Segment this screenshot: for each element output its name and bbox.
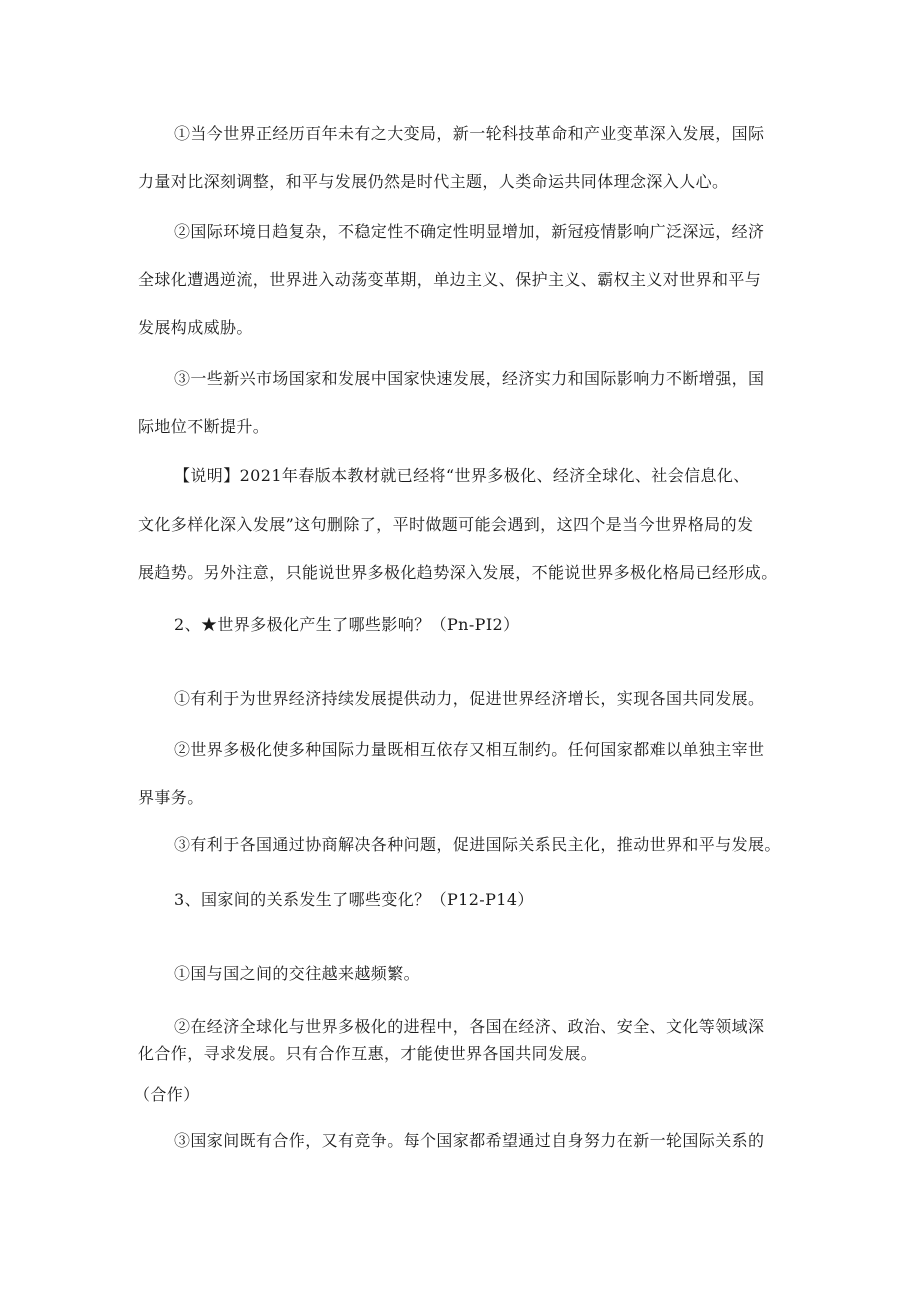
- question-2-heading: 2、★世界多极化产生了哪些影响？（Pn-PI2）: [174, 615, 520, 634]
- note-line-1: 【说明】2021年春版本教材就已经将“世界多极化、经济全球化、社会信息化、: [174, 466, 750, 485]
- note-line-3: 展趋势。另外注意，只能说世界多极化趋势深入发展，不能说世界多极化格局已经形成。: [138, 563, 778, 582]
- paragraph-2-line-2: 全球化遭遇逆流，世界进入动荡变革期，单边主义、保护主义、霸权主义对世界和平与: [138, 270, 762, 289]
- paragraph-1-line-1: ①当今世界正经历百年未有之大变局，新一轮科技革命和产业变革深入发展，国际: [174, 124, 765, 143]
- question-3-heading: 3、国家间的关系发生了哪些变化？（P12-P14）: [174, 890, 534, 909]
- answer-3-item-2-line-1: ②在经济全球化与世界多极化的进程中，各国在经济、政治、安全、文化等领域深: [174, 1017, 765, 1036]
- answer-3-item-3-line-1: ③国家间既有合作，又有竞争。每个国家都希望通过自身努力在新一轮国际关系的: [174, 1131, 765, 1150]
- paragraph-2-line-3: 发展构成威胁。: [138, 318, 253, 337]
- answer-2-item-2-line-2: 界事务。: [138, 788, 204, 807]
- answer-3-note: （合作）: [134, 1085, 200, 1104]
- note-line-2: 文化多样化深入发展”这句删除了，平时做题可能会遇到，这四个是当今世界格局的发: [138, 515, 754, 534]
- answer-2-item-3: ③有利于各国通过协商解决各种问题，促进国际关系民主化，推动世界和平与发展。: [174, 835, 781, 854]
- paragraph-1-line-2: 力量对比深刻调整，和平与发展仍然是时代主题，人类命运共同体理念深入人心。: [138, 172, 729, 191]
- paragraph-2-line-1: ②国际环境日趋复杂，不稳定性不确定性明显增加，新冠疫情影响广泛深远，经济: [174, 222, 765, 241]
- answer-3-item-1: ①国与国之间的交往越来越频繁。: [174, 964, 421, 983]
- answer-3-item-2-line-2: 化合作，寻求发展。只有合作互惠，才能使世界各国共同发展。: [138, 1044, 598, 1063]
- paragraph-3-line-1: ③一些新兴市场国家和发展中国家快速发展，经济实力和国际影响力不断增强，国: [174, 369, 765, 388]
- answer-2-item-1: ①有利于为世界经济持续发展提供动力，促进世界经济增长，实现各国共同发展。: [174, 689, 765, 708]
- paragraph-3-line-2: 际地位不断提升。: [138, 417, 270, 436]
- answer-2-item-2-line-1: ②世界多极化使多种国际力量既相互依存又相互制约。任何国家都难以单独主宰世: [174, 740, 765, 759]
